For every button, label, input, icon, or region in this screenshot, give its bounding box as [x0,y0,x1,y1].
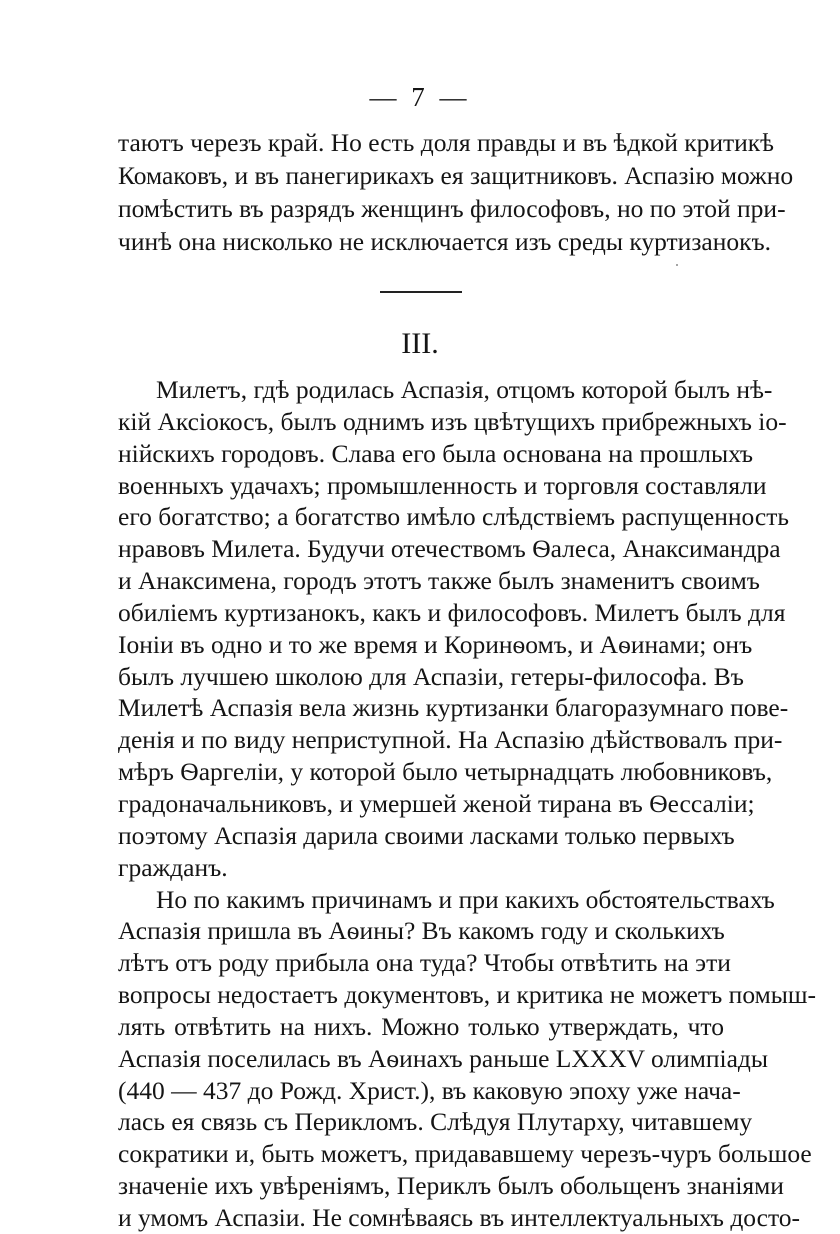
paragraph-2-line: сократики и, быть можетъ, придававшему черезъ-чуръ большое [118,1139,812,1169]
main-text [118,374,816,1234]
paragraph-1-line: кій Аксіокосъ, былъ однимъ изъ цвѣтущихъ прибрежныхъ іо- [118,406,787,436]
paragraph-2-line: Но по какимъ причинамъ и при какихъ обстоятельствахъ [156,884,775,914]
intro-paragraph [118,126,794,258]
paragraph-2-line: (440 — 437 до Рожд. Христ.), въ каковую эпоху уже нача- [118,1075,741,1105]
paragraph-2-line: Аспазія пришла въ Аѳины? Въ какомъ году и сколькихъ [118,916,725,946]
paragraph-2-line: Аспазія поселилась въ Аѳинахъ раньше LXXXV олимпіады [118,1043,769,1073]
paragraph-1-line: Милетъ, гдѣ родилась Аспазія, отцомъ которой былъ нѣ- [156,375,773,404]
paragraph-1-line: поэтому Аспазія дарила своими ласками только первыхъ [118,820,735,850]
print-speck [676,264,678,266]
page-number: — 7 — [369,82,471,112]
paragraph-2-line: лѣтъ отъ роду прибыла она туда? Чтобы отвѣтить на эти [118,948,731,978]
text-line: помѣстить въ разрядъ женщинъ философовъ, но по этой при- [118,194,786,223]
paragraph-2-line: значеніе ихъ увѣреніямъ, Периклъ былъ обольщенъ знаніями [118,1171,784,1201]
paragraph-1-line: нійскихъ городовъ. Слава его была основана на прошлыхъ [118,438,754,468]
paragraph-1-line: военныхъ удачахъ; промышленность и торговля составляли [118,470,767,500]
text-line: чинѣ она нисколько не исключается изъ среды куртизанокъ. [118,227,772,256]
paragraph-2-line: и умомъ Аспазіи. Не сомнѣваясь въ интеллектуальныхъ досто- [118,1202,801,1232]
paragraph-2-line: вопросы недостаетъ документовъ, и критика не можетъ помыш- [118,980,816,1010]
paragraph-2-line: лять отвѣтить на нихъ. Можно только утверждать, что [118,1011,724,1041]
paragraph-1-line: Іоніи въ одно и то же время и Коринѳомъ, и Аѳинами; онъ [118,629,753,659]
paragraph-1-line: Милетѣ Аспазія вела жизнь куртизанки благоразумнаго пове- [118,693,789,723]
paragraph-1-line: гражданъ. [118,852,228,882]
paragraph-2-line: лась ея связь съ Перикломъ. Слѣдуя Плутарху, читавшему [118,1107,753,1137]
paragraph-1-line: и Анаксимена, городъ этотъ также былъ знаменитъ своимъ [118,566,760,596]
paragraph-1-line: денія и по виду неприступной. На Аспазію дѣйствовалъ при- [118,725,783,755]
paragraph-1-line: нравовъ Милета. Будучи отечествомъ Ѳалеса, Анаксимандра [118,534,781,564]
paragraph-1-line: градоначальниковъ, и умершей женой тирана въ Ѳессаліи; [118,788,755,818]
paragraph-1-line: его богатство; а богатство имѣло слѣдствіемъ распущенность [118,502,789,532]
text-line: Комаковъ, и въ панегирикахъ ея защитниковъ. Аспазію можно [118,161,794,190]
section-heading: III. [401,327,439,360]
paragraph-1-line: мѣръ Ѳаргеліи, у которой было четырнадцать любовниковъ, [118,757,773,787]
paragraph-1-line: обиліемъ куртизанокъ, какъ и философовъ. Милетъ былъ для [118,597,786,627]
text-line: таютъ черезъ край. Но есть доля правды и въ ѣдкой критикѣ [118,128,775,157]
section-divider [380,291,462,293]
paragraph-1-line: былъ лучшею школою для Аспазіи, гетеры-философа. Въ [118,661,744,691]
